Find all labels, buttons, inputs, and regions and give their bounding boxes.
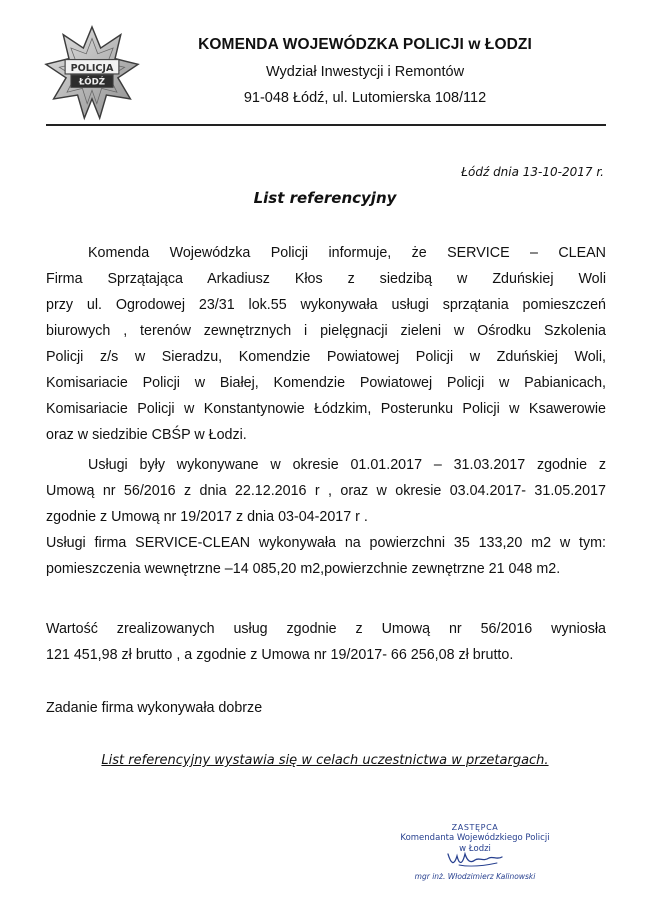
text-line: biurowych , terenów zewnętrznych i pielęgnacji zieleni w Ośrodku Szkolenia bbox=[46, 323, 606, 339]
text-line: Policji z/s w Sieradzu, Komendzie Powiatowej Policji w Zduńskiej Woli, bbox=[46, 349, 606, 365]
text-line: Usługi firma SERVICE-CLEAN wykonywała na powierzchni 35 133,20 m2 w tym: bbox=[46, 535, 606, 551]
stamp-signatory-name: mgr inż. Włodzimierz Kalinowski bbox=[414, 872, 536, 881]
footer-note-text: List referencyjny wystawia się w celach uczestnictwa w przetargach. bbox=[101, 753, 549, 768]
text-line: Umową nr 56/2016 z dnia 22.12.2016 r , oraz w okresie 03.04.2017- 31.05.2017 bbox=[46, 483, 606, 499]
text-line: pomieszczenia wewnętrzne –14 085,20 m2,powierzchnie zewnętrzne 21 048 m2. bbox=[46, 561, 561, 577]
text-line: zgodnie z Umową nr 19/2017 z dnia 03-04-2017 r . bbox=[46, 509, 368, 525]
text-line: oraz w siedzibie CBŚP w Łodzi. bbox=[46, 427, 247, 443]
text-line: Komisariacie Policji w Białej, Komendzie Powiatowej Policji w Pabianicach, bbox=[46, 375, 606, 391]
department-name: Wydział Inwestycji i Remontów bbox=[265, 64, 465, 80]
badge-top-text: POLICJA bbox=[70, 63, 114, 75]
header-divider bbox=[46, 124, 606, 126]
stamp-line-1: ZASTĘPCA bbox=[451, 823, 499, 832]
text-line: 121 451,98 zł brutto , a zgodnie z Umowa nr 19/2017- 66 256,08 zł brutto. bbox=[46, 647, 514, 663]
handwritten-signature bbox=[445, 848, 505, 870]
stamp-line-2: Komendanta Wojewódzkiego Policji bbox=[400, 833, 550, 843]
police-star-badge-icon bbox=[44, 25, 140, 121]
organization-name: KOMENDA WOJEWÓDZKA POLICJI w ŁODZI bbox=[198, 36, 532, 53]
text-line: Komisariacie Policji w Konstantynowie Łódzkim, Posterunku Policji w Ksawerowie bbox=[46, 401, 606, 417]
footer-note bbox=[0, 753, 650, 768]
paragraph-1 bbox=[46, 240, 606, 448]
paragraph-4 bbox=[46, 695, 606, 721]
organization-address: 91-048 Łódź, ul. Lutomierska 108/112 bbox=[243, 90, 487, 106]
text-line: Zadanie firma wykonywała dobrze bbox=[46, 700, 263, 716]
document-date: Łódź dnia 13-10-2017 r. bbox=[461, 165, 604, 179]
document-title: List referencyjny bbox=[253, 189, 397, 207]
stamp-line-3: w Łodzi bbox=[459, 844, 491, 854]
badge-city-text: ŁÓDŹ bbox=[79, 77, 105, 88]
text-line: Firma Sprzątająca Arkadiusz Kłos z siedzibą w Zduńskiej Woli bbox=[46, 271, 606, 287]
text-line: Komenda Wojewódzka Policji informuje, że SERVICE – CLEAN bbox=[88, 245, 606, 261]
paragraph-2 bbox=[46, 452, 606, 582]
text-line: przy ul. Ogrodowej 23/31 lok.55 wykonywała usługi sprzątania pomieszczeń bbox=[46, 297, 606, 313]
paragraph-3 bbox=[46, 616, 606, 668]
text-line: Usługi były wykonywane w okresie 01.01.2017 – 31.03.2017 zgodnie z bbox=[88, 457, 606, 473]
text-line: Wartość zrealizowanych usług zgodnie z Umową nr 56/2016 wyniosła bbox=[46, 621, 606, 637]
